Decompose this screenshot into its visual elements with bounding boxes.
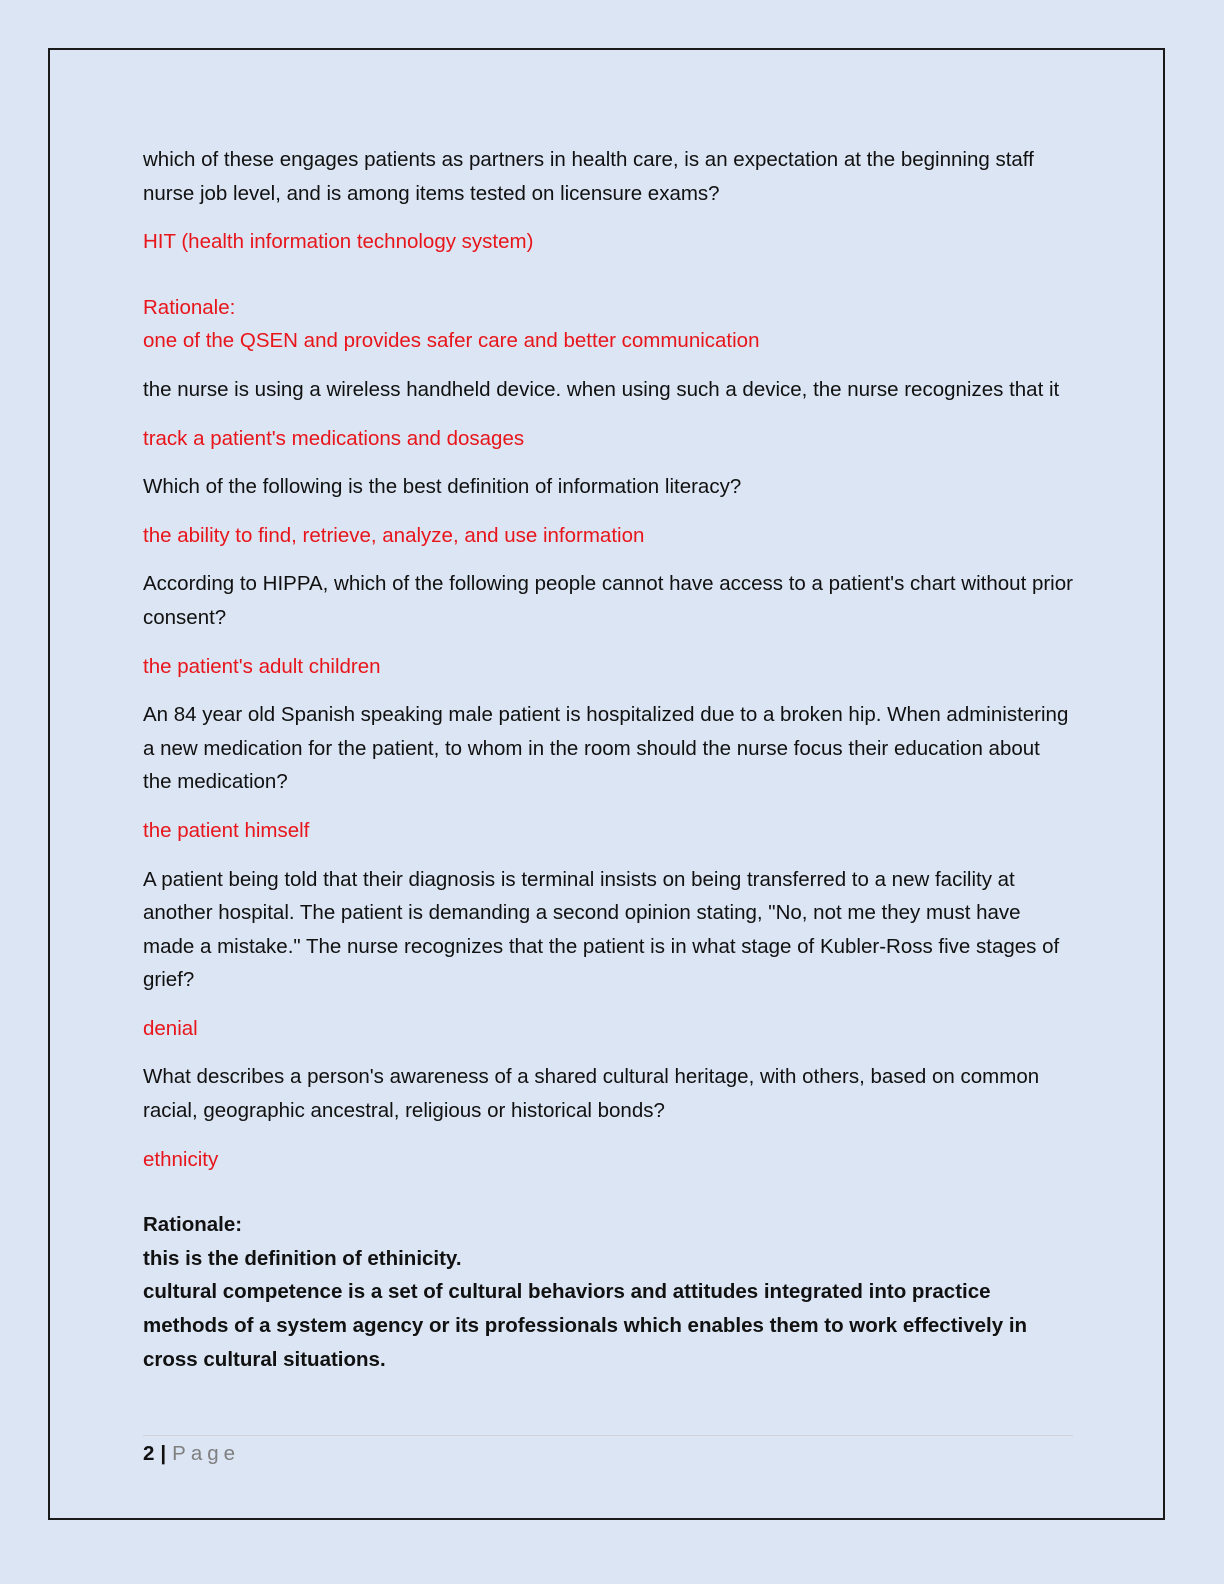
question-5: An 84 year old Spanish speaking male patient is hospitalized due to a broken hip. When administering a new medication for the patient, to whom in the room should the nurse focus their education about the medication?: [143, 703, 1069, 794]
answer-5: the patient himself: [143, 818, 310, 842]
rationale-block-1: [143, 291, 1073, 358]
answer-6: denial: [143, 1016, 198, 1040]
answer-2: track a patient's medications and dosages: [143, 426, 525, 450]
document-body: [143, 143, 1073, 1376]
question-2: the nurse is using a wireless handheld device. when using such a device, the nurse recognizes that it: [143, 377, 1060, 401]
question-1: which of these engages patients as partners in health care, is an expectation at the beginning staff nurse job level, and is among items tested on licensure exams?: [143, 148, 1034, 205]
answer-block-1: [143, 225, 1073, 259]
answer-3: the ability to find, retrieve, analyze, and use information: [143, 523, 645, 547]
question-3: Which of the following is the best definition of information literacy?: [143, 475, 742, 499]
answer-7: ethnicity: [143, 1147, 219, 1171]
rationale-label-1: Rationale:: [143, 295, 236, 319]
page-label: Page: [172, 1442, 241, 1465]
rationale-line-7-2: cultural competence is a set of cultural behaviors and attitudes integrated into practice methods of a system agency or its professionals which enables them to work effectively in cross cultural situations.: [143, 1280, 1028, 1371]
question-6: A patient being told that their diagnosis is terminal insists on being transferred to a new facility at another hospital. The patient is demanding a second opinion stating, "No, not me they must have made a mistake." The nurse recognizes that the patient is in what stage of Kubler-Ross five stages of grief?: [143, 867, 1060, 992]
page-number: 2: [143, 1442, 155, 1465]
rationale-text-1: one of the QSEN and provides safer care and better communication: [143, 329, 760, 353]
rationale-line-7-1: this is the definition of ethinicity.: [143, 1246, 462, 1270]
rationale-label-7: Rationale:: [143, 1213, 243, 1237]
question-4: According to HIPPA, which of the following people cannot have access to a patient's chart without prior consent?: [143, 572, 1073, 629]
answer-4: the patient's adult children: [143, 654, 381, 678]
answer-1: HIT (health information technology system): [143, 230, 534, 254]
footer-separator: |: [160, 1442, 167, 1465]
rationale-block-7: [143, 1208, 1073, 1376]
footer-divider: [143, 1435, 1073, 1436]
page-footer: [143, 1440, 240, 1468]
question-7: What describes a person's awareness of a shared cultural heritage, with others, based on common racial, geographic ancestral, religious or historical bonds?: [143, 1065, 1040, 1123]
